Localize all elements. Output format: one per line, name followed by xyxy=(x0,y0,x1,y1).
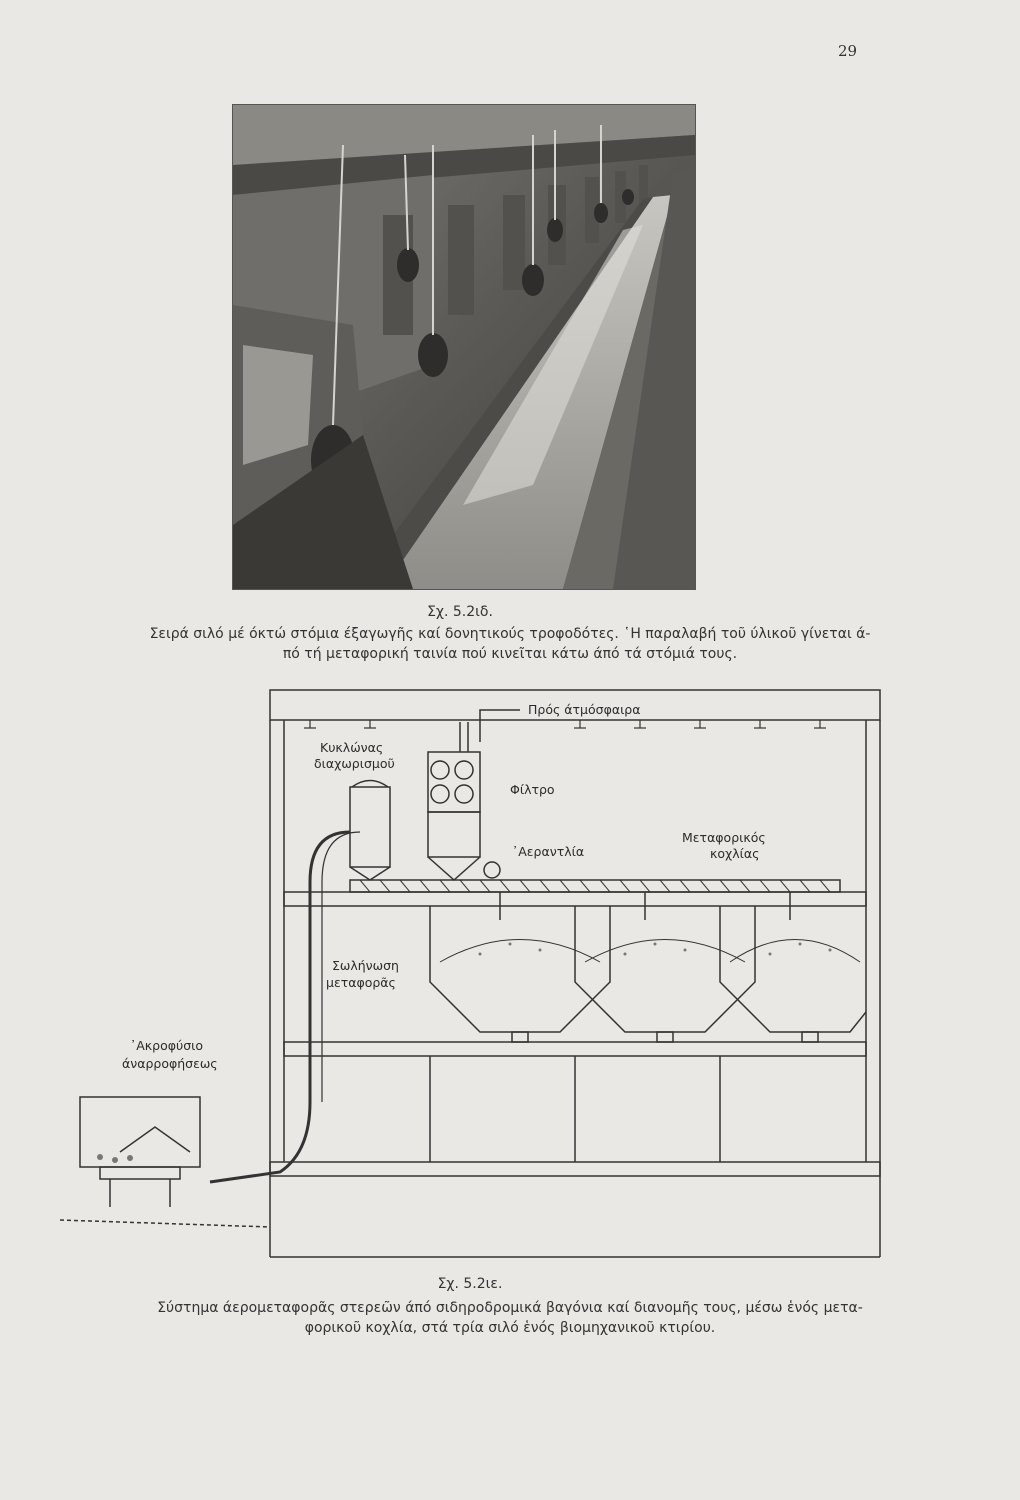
figure-1-label: Σχ. 5.2ιδ. xyxy=(427,604,493,620)
figure-2-label: Σχ. 5.2ιε. xyxy=(437,1276,503,1292)
figure-1-caption-line-1: Σειρά σιλό μέ όκτώ στόμια έξαγωγῆς καί δονητικούς τροφοδότες. ῾Η παραλαβή τοῦ ύλικοῦ γίνεται ά- xyxy=(149,626,871,642)
label-nozzle-2: άναρροφήσεως xyxy=(122,1056,218,1071)
label-cyclone-1: Κυκλώνας xyxy=(320,740,384,755)
figure-1-caption-line-2: πό τή μεταφορική ταινία πού κινεῖται κάτω άπό τά στόμιά τους. xyxy=(282,646,738,662)
label-air-pump: ᾿Αεραντλία xyxy=(512,844,585,859)
label-screw-1: Μεταφορικός xyxy=(682,830,766,845)
label-nozzle-1: ᾿Ακροφύσιο xyxy=(130,1038,204,1053)
page-number: 29 xyxy=(838,42,858,60)
label-cyclone-2: διαχωρισμοῦ xyxy=(314,756,395,771)
label-pipe-1: Σωλήνωση xyxy=(332,958,399,973)
figure-2-caption-line-1: Σύστημα άερομεταφορᾶς στερεῶν άπό σιδηροδρομικά βαγόνια καί διανομῆς τους, μέσω ἑνός μετα- xyxy=(157,1300,863,1316)
pneumatic-conveying-diagram xyxy=(60,682,900,1262)
label-screw-2: κοχλίας xyxy=(710,846,760,861)
label-filter: Φίλτρο xyxy=(510,782,555,797)
silo-conveyor-photo xyxy=(232,104,696,590)
figure-2-caption-line-2: φορικοῦ κοχλία, στά τρία σιλό ἑνός βιομηχανικοῦ κτιρίου. xyxy=(304,1320,716,1336)
label-atmosphere: Πρός άτμόσφαιρα xyxy=(528,702,641,717)
label-pipe-2: μεταφορᾶς xyxy=(326,975,396,990)
